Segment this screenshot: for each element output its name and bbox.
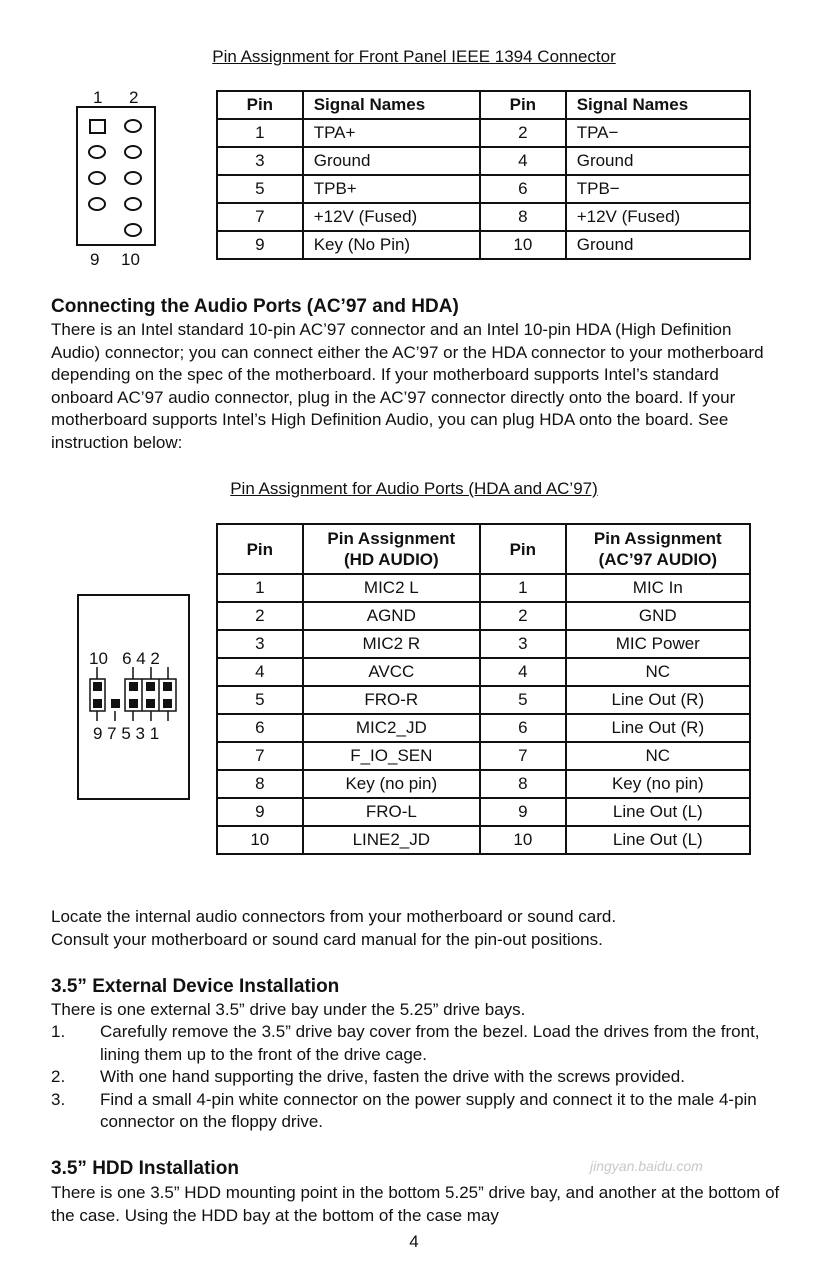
list-item-text: With one hand supporting the drive, fasten the drive with the screws provided. [100,1067,685,1086]
table-cell: LINE2_JD [303,826,480,854]
ieee-pin-table [216,90,751,260]
diagram-label: 10 [121,250,140,269]
table-cell: FRO-L [303,798,480,826]
table-cell: 2 [217,602,303,630]
table-cell: MIC2_JD [303,714,480,742]
table-cell: GND [566,602,750,630]
diagram-label: 1 [93,88,103,107]
table-cell: 4 [480,147,566,175]
table-cell: Key (no pin) [566,770,750,798]
locate-note-line: Locate the internal audio connectors from your motherboard or sound card. [51,907,617,926]
table-cell: +12V (Fused) [566,203,750,231]
table-cell: 6 [217,714,303,742]
table-cell: 10 [480,231,566,259]
table-cell: Ground [566,231,750,259]
diagram-label: 10 6 4 2 [89,649,160,668]
table-row [217,630,750,658]
table-cell: NC [566,658,750,686]
audio-locate-note [51,906,781,951]
table-cell: 9 [217,231,303,259]
table-cell: 1 [217,574,303,602]
table-row [217,231,750,259]
table-cell: Line Out (R) [566,714,750,742]
table-cell: 5 [217,686,303,714]
table-cell: MIC2 R [303,630,480,658]
list-item [51,1066,781,1089]
list-item [51,1021,781,1066]
table-cell: 3 [217,147,303,175]
column-header: Pin Assignment (HD AUDIO) [303,524,480,574]
table-row [217,826,750,854]
audio-caption: Pin Assignment for Audio Ports (HDA and AC’97) [230,479,598,498]
table-cell: F_IO_SEN [303,742,480,770]
hdd-heading: 3.5” HDD Installation [51,1158,239,1179]
diagram-label: 2 [129,88,139,107]
audio-connector-diagram [77,594,190,800]
table-cell: 10 [480,826,566,854]
list-item-number: 3. [51,1089,66,1109]
list-item-number: 2. [51,1067,66,1086]
table-row [217,203,750,231]
list-item [51,1089,781,1134]
table-cell: +12V (Fused) [303,203,480,231]
table-cell: 9 [480,798,566,826]
table-cell: MIC In [566,574,750,602]
diagram-label: 9 [90,250,100,269]
table-cell: AVCC [303,658,480,686]
table-row [217,175,750,203]
audio-paragraph-text: There is an Intel standard 10-pin AC’97 connector and an Intel 10-pin HDA (High Definition Audio) connector; you can connect either the AC’97 or the HDA connector to your motherboard depending on the spec of the motherboard. If your motherboard supports Intel’s standard onboard AC’97 audio connector, plug in the AC’97 connector directly onto the board. If your motherboard supports Intel’s High Definition Audio, you can plug HDA onto the board. See instruction below: [51,320,764,452]
list-item-text: Find a small 4-pin white connector on the power supply and connect it to the male 4-pin connector on the floppy drive. [100,1089,757,1131]
table-cell: Line Out (R) [566,686,750,714]
column-header: Pin [217,524,303,574]
hdd-paragraph: There is one 3.5” HDD mounting point in the bottom 5.25” drive bay, and another at the bottom of the case. Using the HDD bay at the bottom of the case may [51,1183,780,1225]
list-item-number: 1. [51,1022,66,1041]
table-row [217,119,750,147]
ieee-caption: Pin Assignment for Front Panel IEEE 1394 Connector [212,47,616,66]
table-cell: 5 [217,175,303,203]
table-cell: TPA+ [303,119,480,147]
list-item-text: Carefully remove the 3.5” drive bay cover from the bezel. Load the drives from the front, lining them up to the front of the drive cage. [100,1022,760,1064]
table-cell: TPA− [566,119,750,147]
table-header-row [217,91,750,119]
table-cell: 4 [217,658,303,686]
table-row [217,742,750,770]
table-cell: TPB− [566,175,750,203]
table-row [217,686,750,714]
table-row [217,714,750,742]
table-cell: 7 [217,742,303,770]
table-cell: 7 [217,203,303,231]
diagram-label: 9 7 5 3 1 [93,724,160,743]
table-cell: 6 [480,175,566,203]
table-cell: Ground [303,147,480,175]
external-steps-list [51,1021,781,1134]
table-cell: Line Out (L) [566,826,750,854]
table-row [217,770,750,798]
table-cell: 5 [480,686,566,714]
table-row [217,147,750,175]
column-header: Signal Names [566,91,750,119]
table-cell: 8 [217,770,303,798]
page-number: 4 [409,1232,419,1251]
table-row [217,602,750,630]
table-header-row [217,524,750,574]
watermark: jingyan.baidu.com [590,1158,703,1174]
table-cell: Line Out (L) [566,798,750,826]
table-cell: 3 [480,630,566,658]
external-heading: 3.5” External Device Installation [51,976,340,997]
pin-1-square [90,120,105,133]
table-cell: 2 [480,602,566,630]
table-row [217,658,750,686]
table-cell: FRO-R [303,686,480,714]
table-cell: MIC2 L [303,574,480,602]
locate-note-line: Consult your motherboard or sound card manual for the pin-out positions. [51,929,603,949]
column-header: Pin [480,524,566,574]
table-cell: AGND [303,602,480,630]
table-cell: Ground [566,147,750,175]
table-cell: 6 [480,714,566,742]
ieee-connector-diagram [76,88,156,270]
table-cell: Key (no pin) [303,770,480,798]
ieee-connector-outline [76,106,156,246]
audio-header-pins [89,667,181,729]
column-header: Signal Names [303,91,480,119]
table-cell: 9 [217,798,303,826]
table-cell: 1 [217,119,303,147]
table-row [217,798,750,826]
table-cell: 4 [480,658,566,686]
external-intro: There is one external 3.5” drive bay under the 5.25” drive bays. [51,1000,526,1019]
audio-paragraph [51,319,781,454]
table-cell: NC [566,742,750,770]
column-header: Pin [480,91,566,119]
table-cell: 3 [217,630,303,658]
table-cell: TPB+ [303,175,480,203]
column-header: Pin [217,91,303,119]
table-cell: 8 [480,203,566,231]
table-row [217,574,750,602]
audio-heading: Connecting the Audio Ports (AC’97 and HDA) [51,296,459,317]
table-cell: MIC Power [566,630,750,658]
audio-pin-table [216,523,751,855]
table-cell: 8 [480,770,566,798]
column-header: Pin Assignment (AC’97 AUDIO) [566,524,750,574]
table-cell: 7 [480,742,566,770]
table-cell: 10 [217,826,303,854]
table-cell: Key (No Pin) [303,231,480,259]
table-cell: 2 [480,119,566,147]
table-cell: 1 [480,574,566,602]
